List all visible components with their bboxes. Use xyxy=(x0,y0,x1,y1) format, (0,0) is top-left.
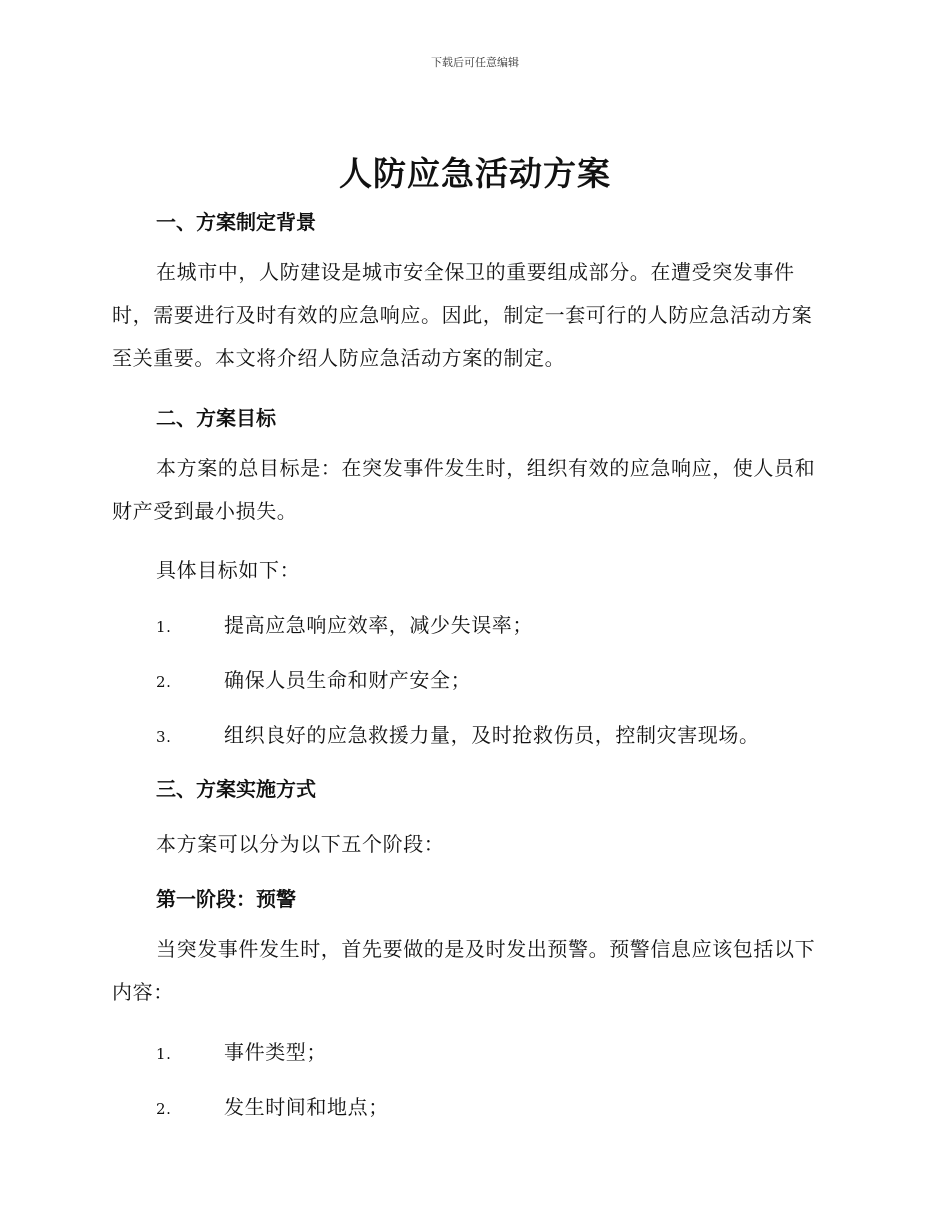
list-number: 1. xyxy=(156,618,172,636)
paragraph-background: 在城市中，人防建设是城市安全保卫的重要组成部分。在遭受突发事件时，需要进行及时有效的应急响应。因此，制定一套可行的人防应急活动方案至关重要。本文将介绍人防应急活动方案的制定。 xyxy=(112,260,813,370)
stage-heading-warning: 第一阶段：预警 xyxy=(156,887,296,911)
list-text: 发生时间和地点； xyxy=(224,1095,389,1119)
list-item xyxy=(156,1036,327,1065)
page-header: 下载后可任意编辑 xyxy=(431,56,519,69)
paragraph-goals: 本方案的总目标是：在突发事件发生时，组织有效的应急响应，使人员和财产受到最小损失。 xyxy=(112,456,816,523)
list-text: 提高应急响应效率，减少失误率； xyxy=(224,613,533,637)
section-heading-goals: 二、方案目标 xyxy=(156,406,276,430)
section-heading-background: 一、方案制定背景 xyxy=(156,210,316,234)
goals-intro: 具体目标如下： xyxy=(156,558,301,582)
list-number: 3. xyxy=(156,728,172,746)
list-number: 1. xyxy=(156,1045,172,1063)
list-text: 组织良好的应急救援力量，及时抢救伤员，控制灾害现场。 xyxy=(224,723,760,747)
list-item xyxy=(156,719,760,748)
paragraph-warning: 当突发事件发生时，首先要做的是及时发出预警。预警信息应该包括以下内容： xyxy=(112,937,816,1004)
list-item xyxy=(156,1091,389,1120)
section-heading-implementation: 三、方案实施方式 xyxy=(156,777,316,801)
list-number: 2. xyxy=(156,673,172,691)
document-title: 人防应急活动方案 xyxy=(339,154,611,193)
list-item xyxy=(156,609,533,638)
list-item xyxy=(156,664,471,693)
list-number: 2. xyxy=(156,1100,172,1118)
implementation-intro: 本方案可以分为以下五个阶段： xyxy=(156,832,445,856)
list-text: 事件类型； xyxy=(224,1040,327,1064)
list-text: 确保人员生命和财产安全； xyxy=(224,668,472,692)
